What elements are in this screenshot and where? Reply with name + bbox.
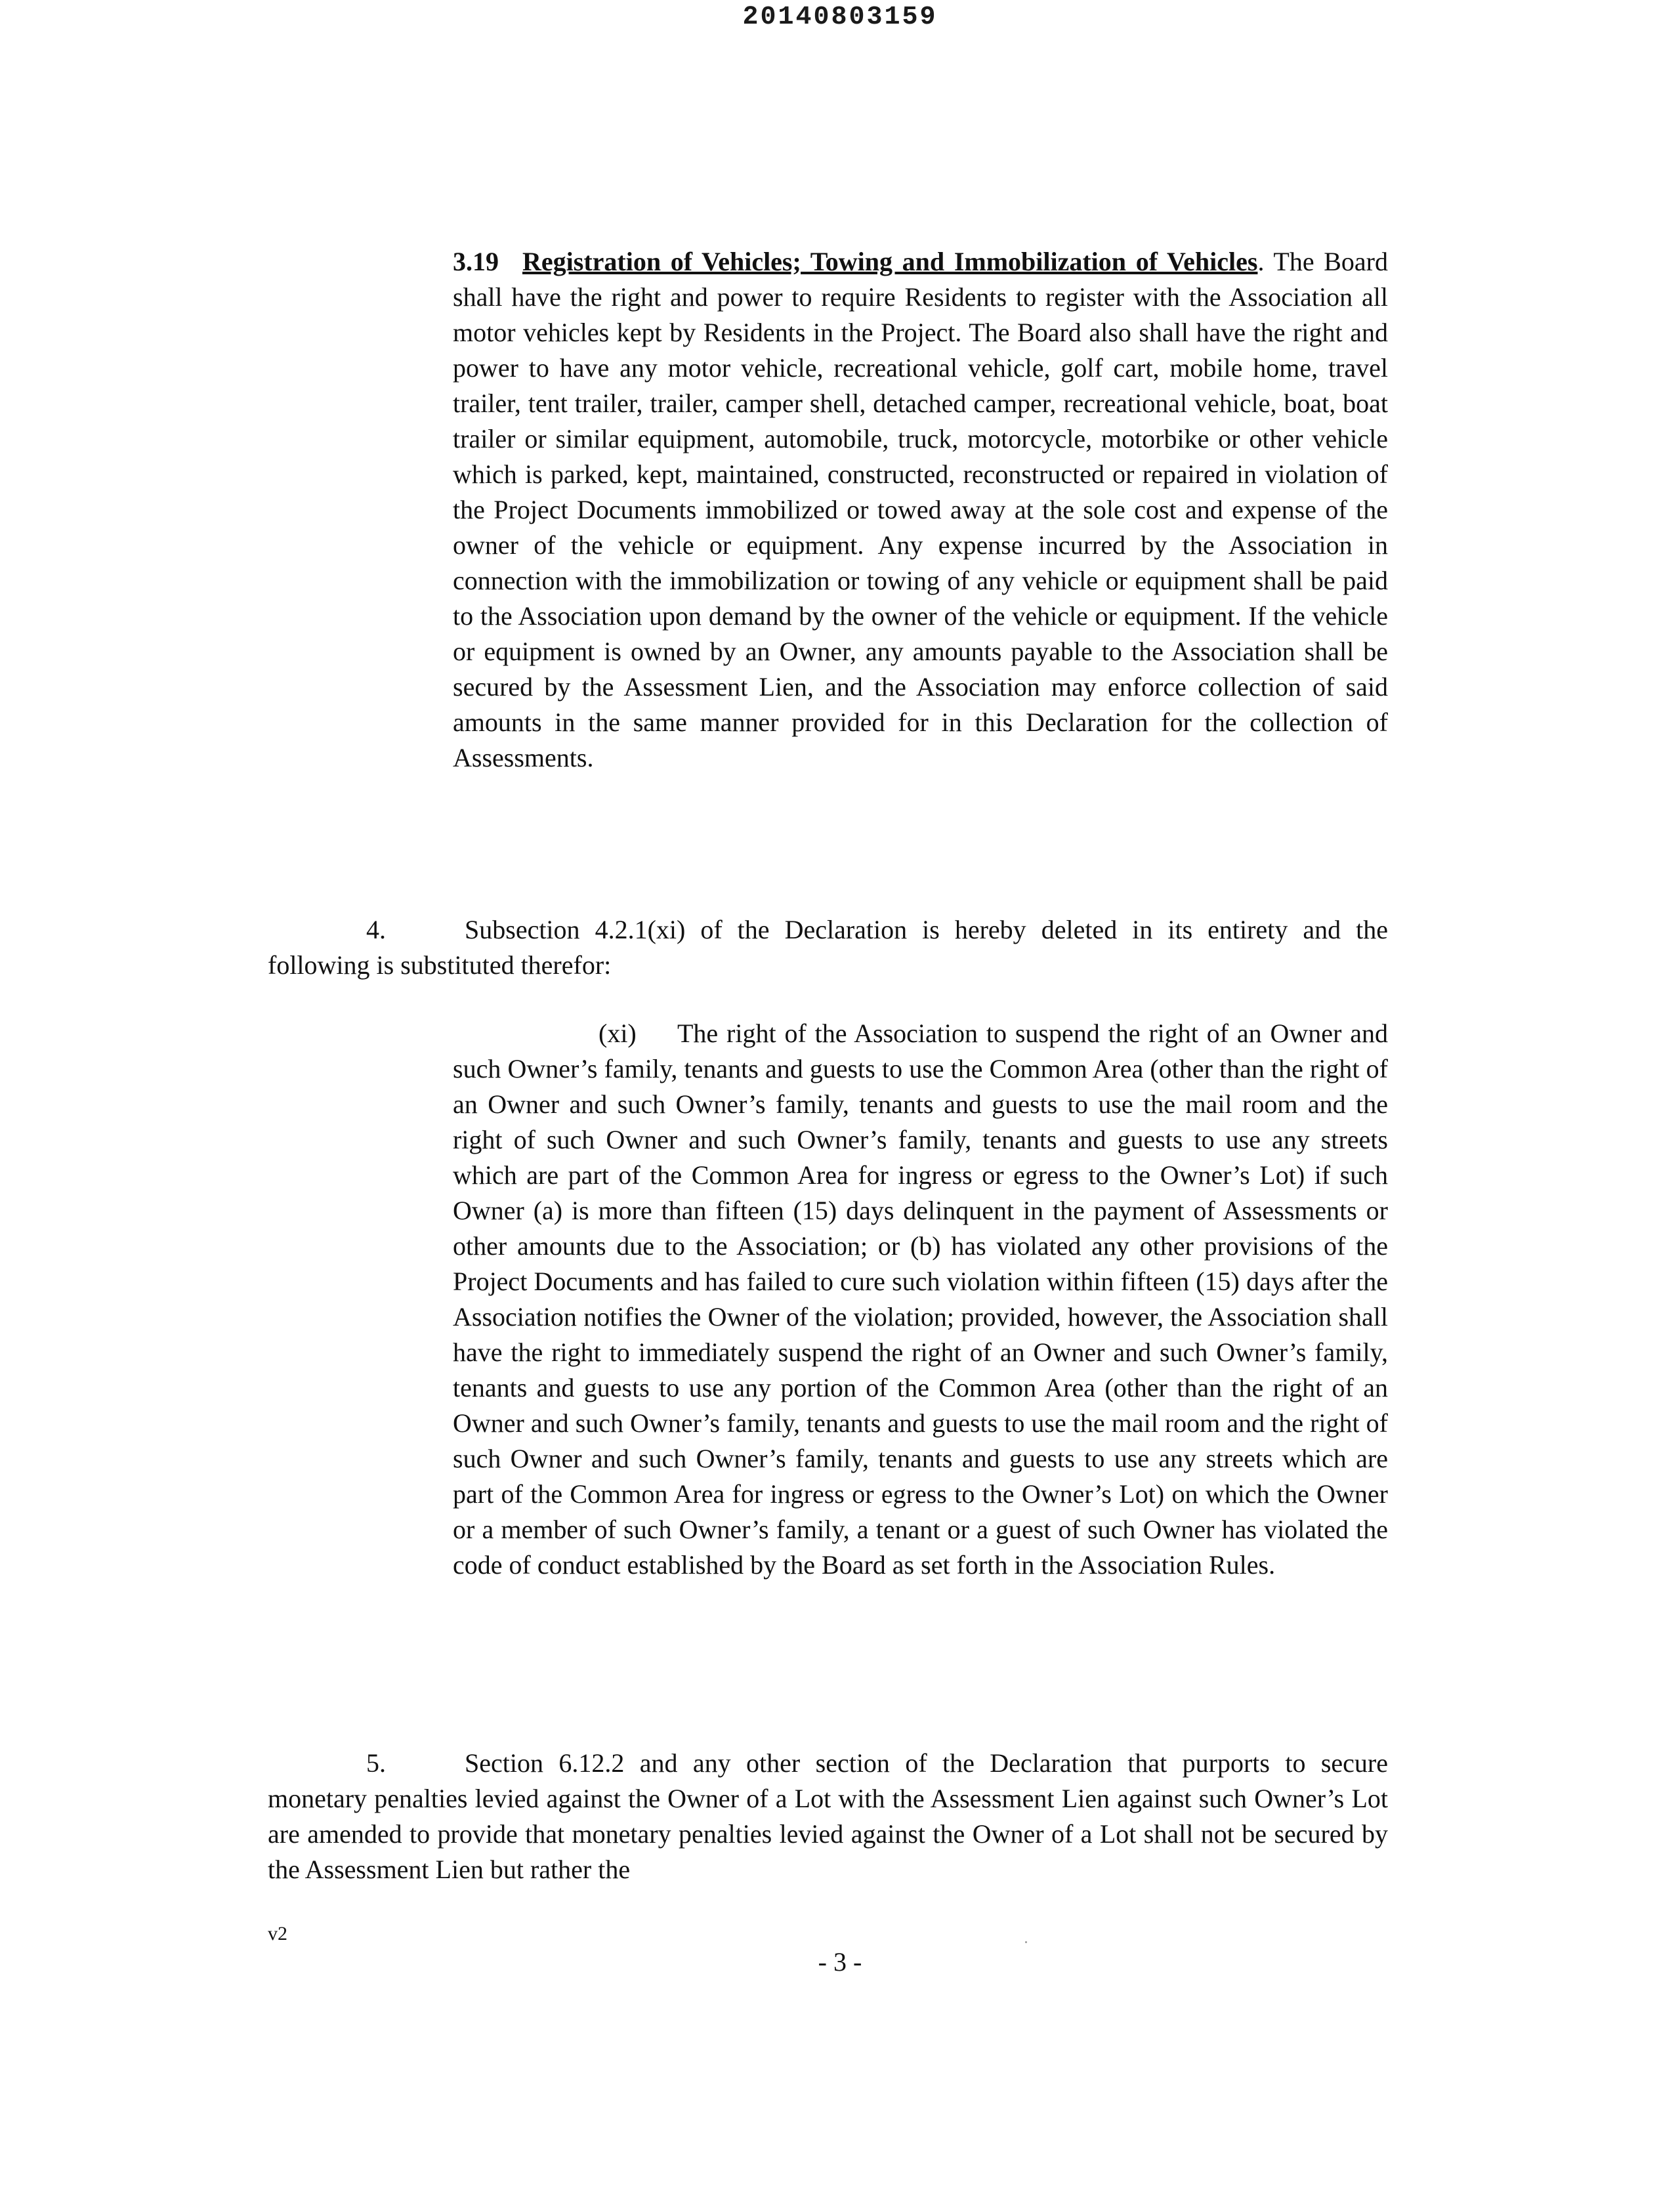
item-5-number: 5. xyxy=(366,1748,386,1778)
subsection-text: The right of the Association to suspend the right of an Owner and such Owner’s family, tenants and guests to use the Common Area (other than the right of an Owner and such Owner’s family, tenants and guests to use the mail room and the right of such Owner and such Owner’s family, tenants and guests to use any streets which are part of the Common Area for ingress or egress to the Owner’s Lot) if such Owner (a) is more than fifteen (15) days delinquent in the payment of Assessments or other amounts due to the Association; or (b) has violated any other provisions of the Project Documents and has failed to cure such violation within fifteen (15) days after the Association notifies the Owner of the violation; provided, however, the Association shall have the right to immediately suspend the right of an Owner and such Owner’s family, tenants and guests to use any portion of the Common Area (other than the right of an Owner and such Owner’s family, tenants and guests to use the mail room and the right of such Owner and such Owner’s family, tenants and guests to use any streets which are part of the Common Area for ingress or egress to the Owner’s Lot) on which the Owner or a member of such Owner’s family, a tenant or a guest of such Owner has violated the code of conduct established by the Board as set forth in the Association Rules. xyxy=(453,1018,1388,1580)
item-4-paragraph xyxy=(268,912,1388,983)
item-5-text: Section 6.12.2 and any other section of the Declaration that purports to secure monetary penalties levied against the Owner of a Lot with the Assessment Lien against such Owner’s Lot are amended to provide that monetary penalties levied against the Owner of a Lot shall not be secured by the Assessment Lien but rather the xyxy=(268,1748,1388,1884)
section-3-19 xyxy=(453,244,1388,776)
section-body: . The Board shall have the right and power to require Residents to register with the Association all motor vehicles kept by Residents in the Project. The Board also shall have the right and power to have any motor vehicle, recreational vehicle, golf cart, mobile home, travel trailer, tent trailer, trailer, camper shell, detached camper, recreational vehicle, boat, boat trailer or similar equipment, automobile, truck, motorcycle, motorbike or other vehicle which is parked, kept, maintained, constructed, reconstructed or repaired in violation of the Project Documents immobilized or towed away at the sole cost and expense of the owner of the vehicle or equipment. Any expense incurred by the Association in connection with the immobilization or towing of any vehicle or equipment shall be paid to the Association upon demand by the owner of the vehicle or equipment. If the vehicle or equipment is owned by an Owner, any amounts payable to the Association shall be secured by the Assessment Lien, and the Association may enforce collection of said amounts in the same manner provided for in this Declaration for the collection of Assessments. xyxy=(453,247,1388,772)
page-number: - 3 - xyxy=(818,1947,862,1977)
subsection-xi xyxy=(453,1016,1388,1583)
scan-speck xyxy=(1025,1941,1027,1943)
subsection-label: (xi) xyxy=(598,1018,637,1048)
item-4-number: 4. xyxy=(366,915,386,944)
item-4-text: Subsection 4.2.1(xi) of the Declaration is hereby deleted in its entirety and the following is substituted therefor: xyxy=(268,915,1388,980)
version-label: v2 xyxy=(268,1923,287,1944)
section-number: 3.19 xyxy=(453,247,499,276)
section-heading: Registration of Vehicles; Towing and Immobilization of Vehicles xyxy=(522,247,1258,276)
item-5-paragraph xyxy=(268,1746,1388,1887)
document-number: 20140803159 xyxy=(742,3,938,32)
